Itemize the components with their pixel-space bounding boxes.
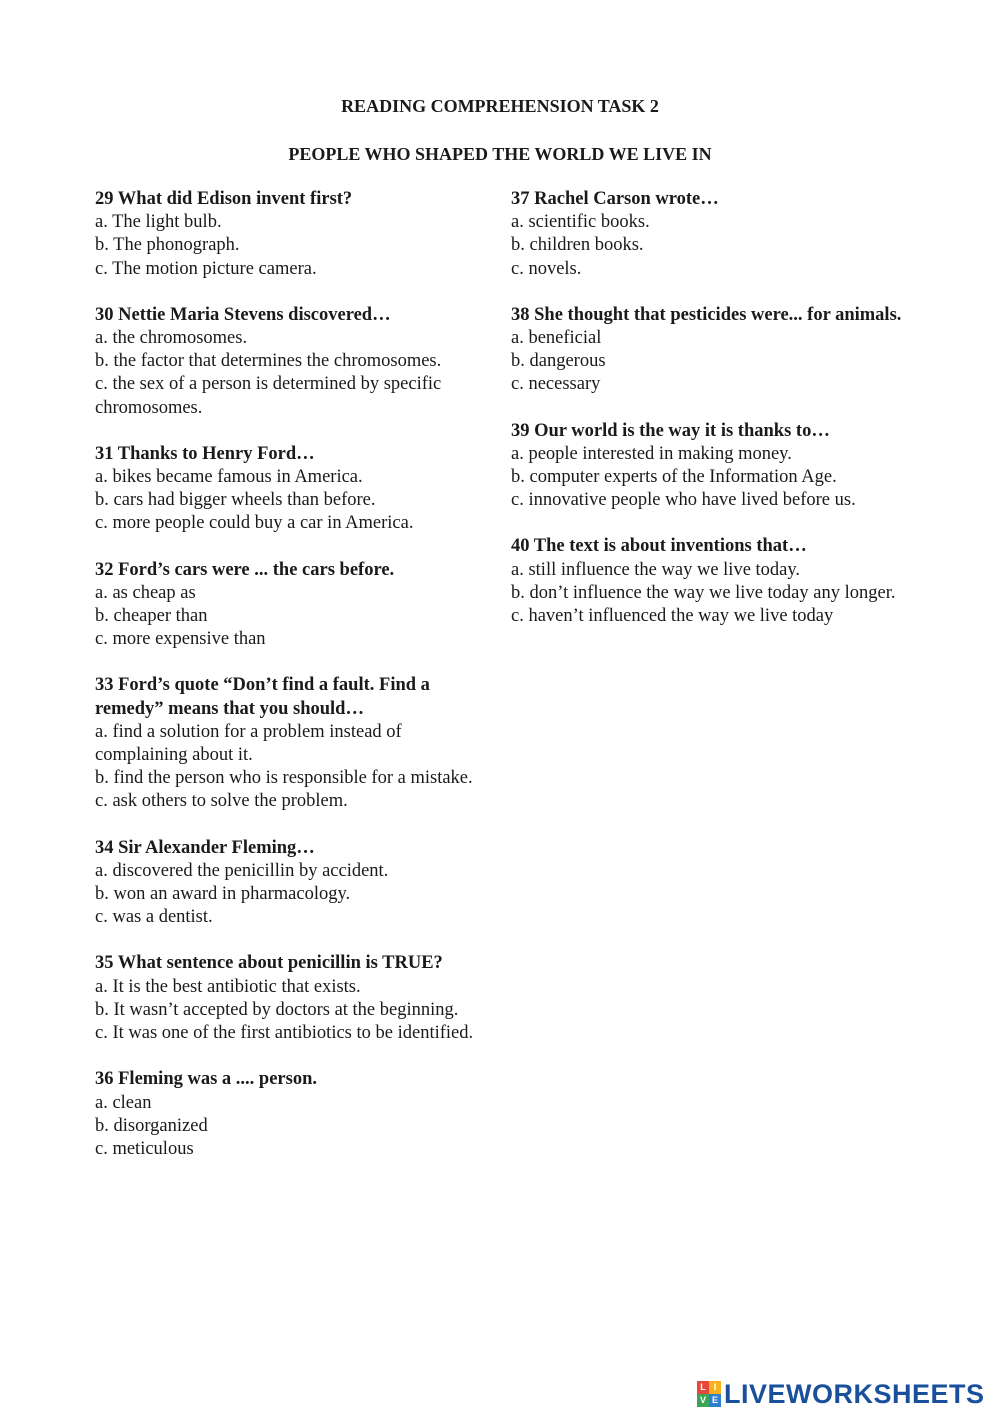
option-a: a. beneficial (511, 328, 602, 349)
option-a: a. people interested in making money. (511, 443, 792, 464)
question-39 (511, 420, 903, 513)
option-a: a. It is the best antibiotic that exists. (95, 976, 361, 997)
question-31 (95, 443, 480, 536)
question-40 (511, 535, 903, 628)
question-text: 34 Sir Alexander Fleming… (95, 837, 315, 858)
question-text: 30 Nettie Maria Stevens discovered… (95, 304, 391, 325)
option-a: a. the chromosomes. (95, 328, 248, 349)
question-text: 35 What sentence about penicillin is TRUE? (95, 953, 443, 974)
page-subtitle: PEOPLE WHO SHAPED THE WORLD WE LIVE IN (288, 144, 712, 164)
question-32 (95, 559, 480, 652)
question-text: 32 Ford’s cars were ... the cars before. (95, 559, 395, 580)
question-text: 37 Rachel Carson wrote… (511, 189, 719, 209)
question-36 (95, 1068, 480, 1161)
option-b: b. children books. (511, 235, 644, 256)
question-38 (511, 304, 903, 397)
option-a: a. find a solution for a problem instead of complaining about it. (95, 721, 402, 766)
option-c: c. necessary (511, 374, 601, 395)
option-c: c. The motion picture camera. (95, 258, 317, 279)
logo-text: LIVEWORKSHEETS (724, 1378, 985, 1409)
question-text: 31 Thanks to Henry Ford… (95, 443, 315, 464)
option-b: b. don’t influence the way we live today any longer. (511, 582, 896, 603)
option-b: b. cars had bigger wheels than before. (95, 490, 376, 511)
question-33 (95, 674, 480, 813)
option-b: b. computer experts of the Information Age. (511, 467, 837, 488)
question-34 (95, 837, 480, 930)
question-35 (95, 952, 480, 1045)
option-a: a. discovered the penicillin by accident. (95, 860, 389, 881)
option-c: c. meticulous (95, 1138, 194, 1159)
left-column (95, 188, 480, 1184)
liveworksheets-logo (697, 1377, 985, 1411)
option-b: b. disorganized (95, 1115, 208, 1136)
logo-icon-tile: E (709, 1394, 721, 1407)
page-title: READING COMPREHENSION TASK 2 (341, 96, 659, 116)
option-c: c. haven’t influenced the way we live today (511, 606, 834, 627)
question-29 (95, 188, 480, 281)
option-a: a. still influence the way we live today. (511, 559, 801, 580)
option-b: b. cheaper than (95, 606, 208, 627)
option-c: c. more expensive than (95, 629, 266, 650)
option-c: c. It was one of the first antibiotics to be identified. (95, 1023, 474, 1044)
option-b: b. won an award in pharmacology. (95, 884, 351, 905)
option-c: c. novels. (511, 258, 582, 279)
option-a: a. bikes became famous in America. (95, 467, 363, 488)
question-text: 39 Our world is the way it is thanks to… (511, 420, 830, 441)
liveworksheets-logo-icon (697, 1381, 721, 1407)
option-c: c. ask others to solve the problem. (95, 791, 348, 812)
option-c: c. innovative people who have lived before us. (511, 490, 856, 511)
option-b: b. dangerous (511, 351, 606, 372)
option-c: c. was a dentist. (95, 907, 213, 928)
option-a: a. scientific books. (511, 212, 650, 233)
option-b: b. the factor that determines the chromosomes. (95, 351, 442, 372)
option-b: b. find the person who is responsible for a mistake. (95, 768, 473, 789)
question-text: 33 Ford’s quote “Don’t find a fault. Find a remedy” means that you should… (95, 675, 430, 719)
question-text: 29 What did Edison invent first? (95, 189, 353, 209)
logo-icon-tile: I (709, 1381, 721, 1394)
question-30 (95, 304, 480, 420)
question-text: 38 She thought that pesticides were... for animals. (511, 304, 902, 325)
question-text: 36 Fleming was a .... person. (95, 1069, 317, 1090)
option-c: c. the sex of a person is determined by specific chromosomes. (95, 374, 442, 418)
option-a: a. The light bulb. (95, 212, 222, 233)
logo-icon-tile: L (697, 1381, 709, 1394)
question-text: 40 The text is about inventions that… (511, 536, 807, 557)
logo-icon-tile: V (697, 1394, 709, 1407)
option-c: c. more people could buy a car in America. (95, 513, 414, 534)
option-a: a. clean (95, 1092, 152, 1113)
option-a: a. as cheap as (95, 582, 196, 603)
question-37 (511, 188, 903, 281)
option-b: b. It wasn’t accepted by doctors at the beginning. (95, 999, 459, 1020)
right-column (511, 188, 903, 651)
option-b: b. The phonograph. (95, 235, 240, 256)
